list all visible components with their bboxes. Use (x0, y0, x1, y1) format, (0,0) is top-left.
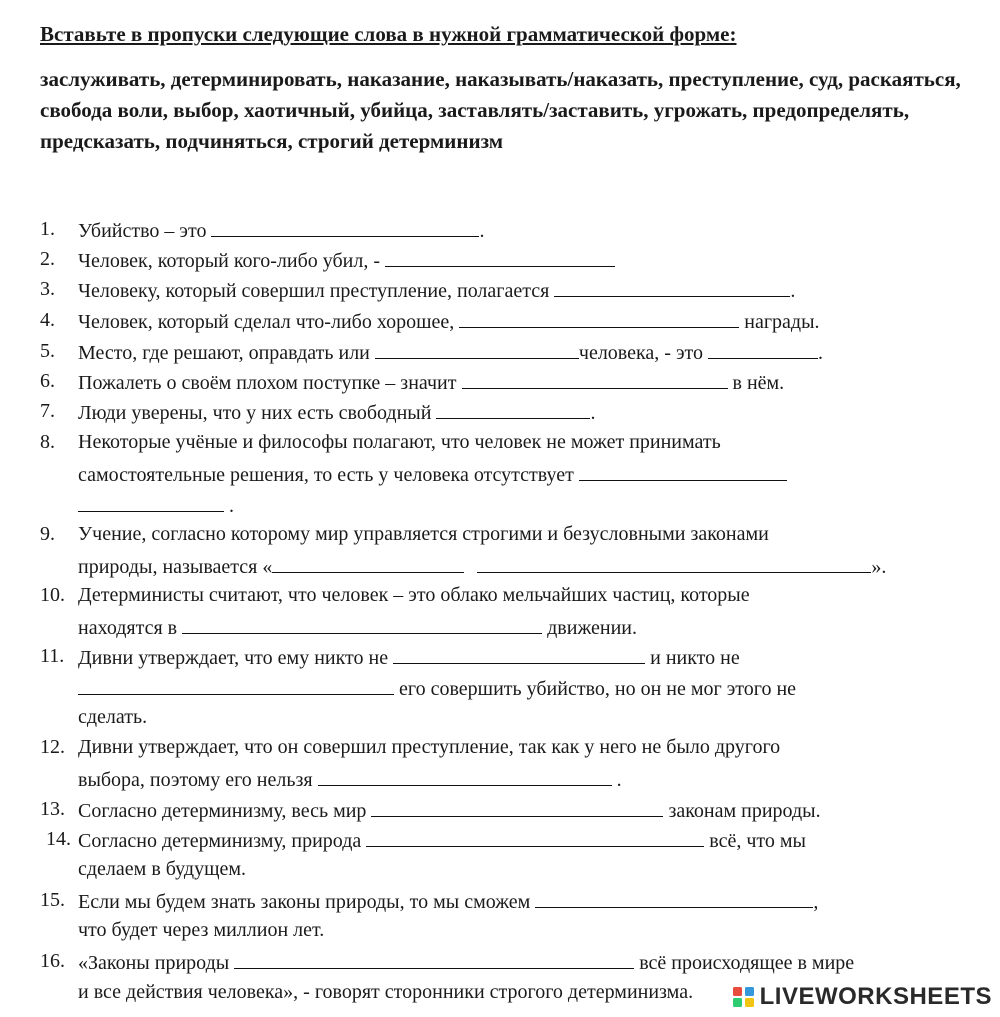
item-text: сделать. (78, 706, 148, 728)
answer-blank[interactable] (78, 675, 394, 695)
item-text: его совершить убийство, но он не мог этого не (399, 678, 797, 700)
item-number: 2. (40, 248, 55, 270)
answer-blank[interactable] (459, 308, 739, 328)
item-text: всё, что мы (709, 830, 806, 852)
item-text: природы, называется « (78, 556, 273, 578)
item-14-line2 (78, 857, 246, 881)
item-9-line1 (78, 522, 769, 546)
item-8-line2 (78, 461, 787, 487)
item-text: Согласно детерминизму, природа (78, 830, 362, 852)
answer-blank[interactable] (477, 553, 871, 573)
item-number: 9. (40, 523, 55, 545)
item-text: , (813, 891, 819, 913)
item-15-line1 (78, 888, 818, 914)
item-text: Человек, который сделал что-либо хорошее, (78, 311, 455, 333)
item-10-line1 (78, 583, 750, 607)
item-number: 5. (40, 340, 55, 362)
item-text: всё происходящее в мире (639, 952, 855, 974)
answer-blank[interactable] (375, 339, 579, 359)
answer-blank[interactable] (393, 644, 645, 664)
item-text: законам природы. (668, 800, 821, 822)
item-number: 3. (40, 278, 55, 300)
item-number: 8. (40, 431, 55, 453)
item-text: . (616, 769, 622, 791)
item-text: . (590, 402, 596, 424)
answer-blank[interactable] (366, 827, 704, 847)
item-number: 16. (40, 950, 65, 972)
item-text: Некоторые учёные и философы полагают, что человек не может принимать (78, 431, 721, 453)
answer-blank[interactable] (78, 492, 224, 512)
item-number: 1. (40, 218, 55, 240)
item-3-line (78, 277, 795, 303)
item-8-line1 (78, 430, 721, 454)
worksheet-title: Вставьте в пропуски следующие слова в нужной грамматической форме: (40, 22, 737, 46)
item-2-line (78, 247, 615, 273)
item-8-line3 (78, 492, 234, 518)
item-text: и никто не (650, 647, 740, 669)
liveworksheets-logo (732, 983, 992, 1011)
item-number: 14. (46, 828, 71, 850)
answer-blank[interactable] (462, 369, 728, 389)
item-number: 7. (40, 400, 55, 422)
item-text: . (479, 220, 485, 242)
item-text: Согласно детерминизму, весь мир (78, 800, 367, 822)
item-text: самостоятельные решения, то есть у человека отсутствует (78, 464, 574, 486)
item-15-line2 (78, 918, 324, 942)
item-number: 15. (40, 889, 65, 911)
item-12-line2 (78, 766, 622, 792)
answer-blank[interactable] (708, 339, 818, 359)
item-text: Пожалеть о своём плохом поступке – значит (78, 372, 457, 394)
answer-blank[interactable] (554, 277, 790, 297)
answer-blank[interactable] (579, 461, 787, 481)
answer-blank[interactable] (436, 399, 590, 419)
item-11-line1 (78, 644, 740, 670)
word-bank: заслуживать, детерминировать, наказание, наказывать/наказать, преступление, суд, раскаяться, свобода воли, выбор, хаотичный, убийца, заставлять/заставить, угрожать, предопределять, предсказать, подчиняться, строгий детерминизм (40, 67, 961, 153)
item-4-line (78, 308, 820, 334)
answer-blank[interactable] (318, 766, 612, 786)
item-text: . (818, 342, 824, 364)
item-text: Дивни утверждает, что он совершил преступление, так как у него не было другого (78, 736, 781, 758)
item-6-line (78, 369, 784, 395)
answer-blank[interactable] (535, 888, 813, 908)
answer-blank[interactable] (385, 247, 615, 267)
item-text: Учение, согласно которому мир управляется строгими и безусловными законами (78, 523, 769, 545)
item-text: Дивни утверждает, что ему никто не (78, 647, 389, 669)
item-10-line2 (78, 614, 637, 640)
watermark-text: LIVEWORKSHEETS (759, 983, 992, 1010)
item-5-line (78, 339, 823, 365)
item-number: 10. (40, 584, 65, 606)
item-12-line1 (78, 735, 780, 759)
item-text: находятся в (78, 617, 178, 639)
item-text: Люди уверены, что у них есть свободный (78, 402, 432, 424)
item-text: . (229, 495, 234, 517)
item-text: движении. (547, 617, 637, 639)
item-text: ». (871, 556, 887, 578)
item-16-line1 (78, 949, 854, 975)
answer-blank[interactable] (371, 797, 663, 817)
worksheet-logo-icon (732, 986, 756, 1008)
item-11-line2 (78, 675, 796, 701)
item-text: что будет через миллион лет. (78, 919, 325, 941)
item-text: выбора, поэтому его нельзя (78, 769, 313, 791)
item-text: Детерминисты считают, что человек – это облако мельчайших частиц, которые (78, 584, 750, 606)
item-text: Человеку, который совершил преступление, полагается (78, 280, 550, 302)
item-number: 12. (40, 736, 65, 758)
item-13-line (78, 797, 821, 823)
item-text: Человек, который кого-либо убил, - (78, 250, 381, 272)
item-9-line2 (78, 553, 886, 579)
item-text: сделаем в будущем. (78, 858, 247, 880)
item-text: награды. (744, 311, 820, 333)
item-7-line (78, 399, 595, 425)
item-14-line1 (78, 827, 806, 853)
item-16-line2 (78, 980, 693, 1004)
item-number: 11. (40, 645, 65, 667)
item-text: человека, - это (578, 342, 704, 364)
item-text: «Законы природы (78, 952, 230, 974)
item-1-line (78, 217, 484, 243)
answer-blank[interactable] (272, 553, 464, 573)
item-text: Убийство – это (78, 220, 207, 242)
item-text: в нём. (732, 372, 785, 394)
item-number: 13. (40, 798, 65, 820)
answer-blank[interactable] (182, 614, 542, 634)
item-text: и все действия человека», - говорят сторонники строгого детерминизма. (78, 981, 694, 1003)
answer-blank[interactable] (234, 949, 634, 969)
item-text: Место, где решают, оправдать или (78, 342, 370, 364)
item-number: 6. (40, 370, 55, 392)
item-11-line3 (78, 705, 147, 729)
answer-blank[interactable] (211, 217, 479, 237)
item-text: . (790, 280, 796, 302)
item-number: 4. (40, 309, 55, 331)
item-text: Если мы будем знать законы природы, то мы сможем (78, 891, 531, 913)
